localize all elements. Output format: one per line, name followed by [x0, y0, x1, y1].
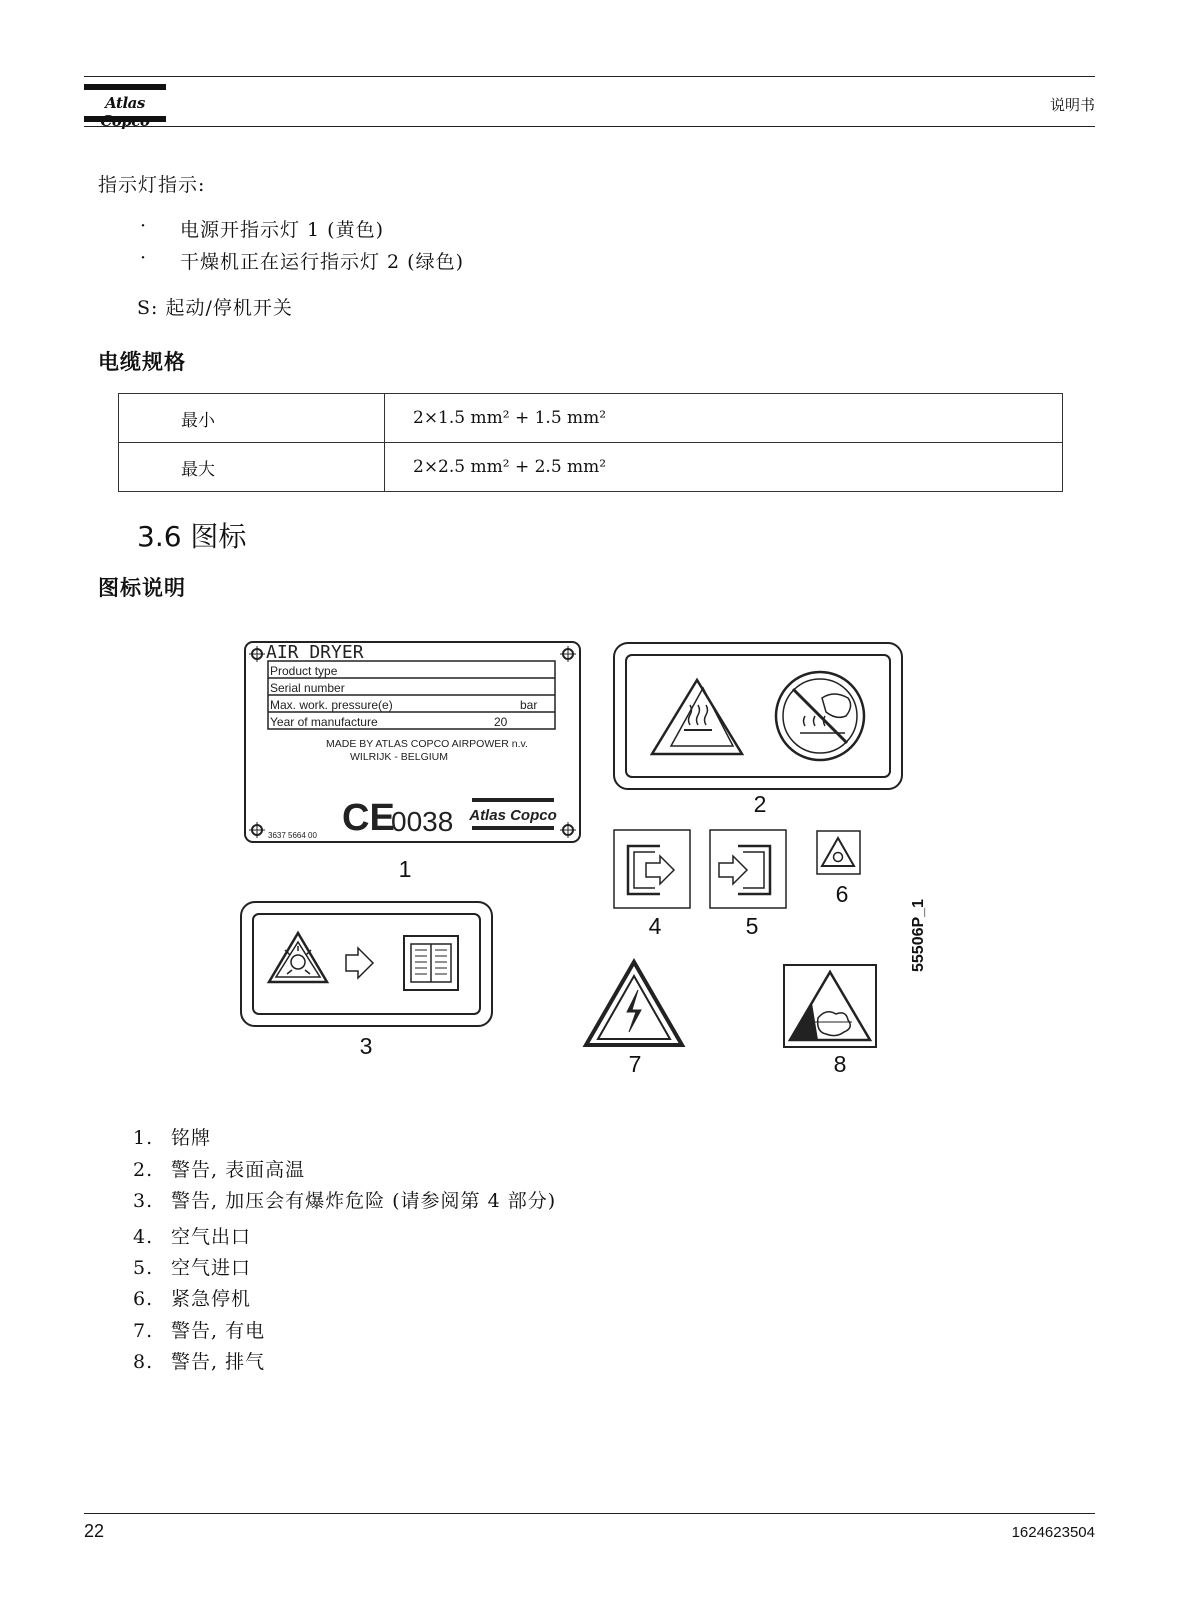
plate-row-product: Product type	[270, 664, 338, 678]
fig-label-5: 5	[745, 913, 759, 939]
plate-title: AIR DRYER	[266, 642, 364, 663]
list-item: 8. 警告, 排气	[133, 1351, 266, 1373]
figure-ref-code: 55506P_1	[910, 899, 927, 972]
fig-label-7: 7	[628, 1051, 642, 1077]
switch-note: S: 起动/停机开关	[137, 297, 293, 319]
cable-max-label: 最大	[119, 443, 385, 492]
plate-unit-bar: bar	[520, 698, 538, 712]
indicator-item-2: 干燥机正在运行指示灯 2 (绿色)	[180, 251, 464, 273]
air-outlet-icon	[614, 830, 690, 908]
logo-text: Atlas	[105, 94, 145, 112]
footer-rule	[84, 1513, 1095, 1514]
plate-part-number: 3637 5664 00	[268, 831, 317, 840]
fig-label-3: 3	[359, 1033, 373, 1059]
list-item: 7. 警告, 有电	[133, 1320, 266, 1342]
plate-made-by: MADE BY ATLAS COPCO AIRPOWER n.v.	[326, 738, 528, 750]
fig-label-6: 6	[835, 881, 849, 907]
section-subheading: 图标说明	[98, 576, 186, 600]
header-title: 说明书	[1049, 96, 1095, 114]
air-exhaust-warning-icon	[784, 965, 876, 1047]
list-item: 2. 警告, 表面高温	[133, 1159, 306, 1181]
pressure-explosion-warning-icon	[241, 902, 492, 1026]
hot-surface-warning-icon	[614, 643, 902, 789]
fig-label-1: 1	[398, 856, 412, 882]
cable-min-value: 2×1.5 mm² + 1.5 mm²	[385, 394, 1063, 443]
air-inlet-icon	[710, 830, 786, 908]
cable-min-label: 最小	[119, 394, 385, 443]
list-item: 3. 警告, 加压会有爆炸危险 (请参阅第 4 部分)	[133, 1190, 557, 1212]
fig-label-8: 8	[833, 1051, 847, 1077]
section-title: 3.6 图标	[137, 520, 247, 553]
list-item: 6. 紧急停机	[133, 1288, 252, 1310]
indicator-item-1: 电源开指示灯 1 (黄色)	[180, 219, 384, 241]
cable-max-value: 2×2.5 mm² + 2.5 mm²	[385, 443, 1063, 492]
fig-label-2: 2	[753, 791, 767, 817]
electrical-hazard-icon	[586, 962, 682, 1045]
list-item: 4. 空气出口	[133, 1226, 252, 1248]
list-item: 5. 空气进口	[133, 1257, 252, 1279]
page-number: 22	[84, 1521, 105, 1541]
indicator-bullet-1: ·	[140, 215, 148, 237]
plate-brand: Atlas Copco	[469, 807, 557, 824]
document-number: 1624623504	[1011, 1524, 1095, 1541]
fig-label-4: 4	[648, 913, 662, 939]
ce-number: 0038	[391, 806, 454, 837]
indicator-heading: 指示灯指示:	[98, 174, 206, 196]
plate-location: WILRIJK - BELGIUM	[350, 751, 449, 763]
list-item: 1. 铭牌	[133, 1127, 212, 1149]
plate-row-pressure: Max. work. pressure(e)	[270, 698, 393, 712]
ce-mark: CE	[342, 797, 395, 839]
indicator-bullet-2: ·	[140, 247, 148, 269]
plate-year-prefix: 20	[494, 715, 508, 729]
emergency-stop-icon	[817, 831, 860, 874]
cable-heading: 电缆规格	[98, 350, 186, 374]
plate-row-year: Year of manufacture	[270, 715, 378, 729]
plate-row-serial: Serial number	[270, 681, 345, 695]
